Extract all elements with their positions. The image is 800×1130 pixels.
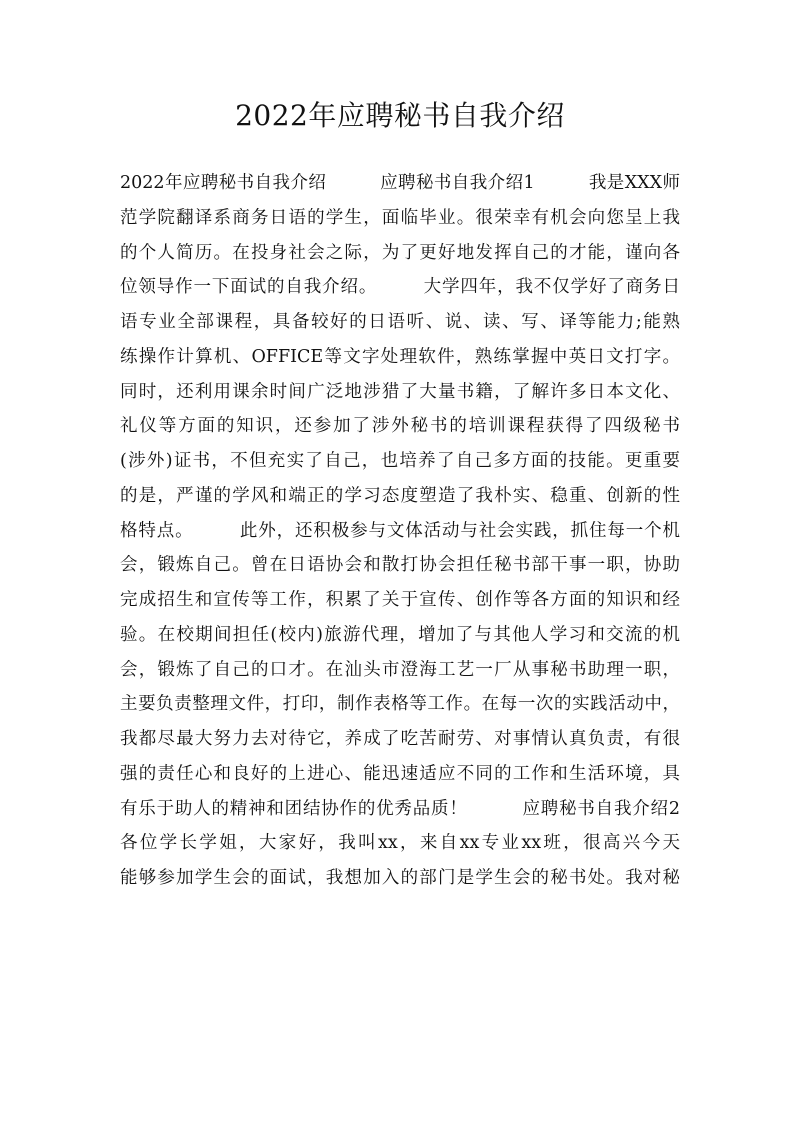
body-line: 能够参加学生会的面试，我想加入的部门是学生会的秘书处。我对秘 [120,868,680,888]
body-line: 我都尽最大努力去对待它，养成了吃苦耐劳、对事情认真负责，有很 [120,729,680,749]
body-line: 会，锻炼自己。曾在日语协会和散打协会担任秘书部干事一职，协助 [120,555,680,576]
body-line: 强的责任心和良好的上进心、能迅速适应不同的工作和生活环境，具 [120,763,680,784]
body-line: 格特点。 此外，还积极参与文体活动与社会实践，抓住每一个机 [120,520,680,541]
body-line: 礼仪等方面的知识，还参加了涉外秘书的培训课程获得了四级秘书 [120,416,680,437]
body-line: 的是，严谨的学风和端正的学习态度塑造了我朴实、稳重、创新的性 [120,485,680,506]
body-line: 有乐于助人的精神和团结协作的优秀品质！ 应聘秘书自我介绍2 [120,798,680,819]
document-body [120,166,680,896]
body-line: 同时，还利用课余时间广泛地涉猎了大量书籍，了解许多日本文化、 [120,381,680,402]
document-title: 2022年应聘秘书自我介绍 [235,99,565,132]
body-line: 练操作计算机、OFFICE等文字处理软件，熟练掌握中英日文打字。 [120,346,680,367]
body-line: (涉外)证书，不但充实了自己，也培养了自己多方面的技能。更重要 [120,451,680,471]
body-line: 语专业全部课程，具备较好的日语听、说、读、写、译等能力;能熟 [120,312,680,332]
body-line: 会，锻炼了自己的口才。在汕头市澄海工艺一厂从事秘书助理一职， [120,659,680,680]
body-line: 各位学长学姐，大家好，我叫xx，来自xx专业xx班，很高兴今天 [120,833,680,854]
body-line: 完成招生和宣传等工作，积累了关于宣传、创作等各方面的知识和经 [120,590,680,610]
body-line: 验。在校期间担任(校内)旅游代理，增加了与其他人学习和交流的机 [120,624,680,645]
body-line: 位领导作一下面试的自我介绍。 大学四年，我不仅学好了商务日 [120,277,680,298]
body-line: 范学院翻译系商务日语的学生，面临毕业。很荣幸有机会向您呈上我 [120,207,680,228]
body-line: 主要负责整理文件，打印，制作表格等工作。在每一次的实践活动中， [120,694,680,715]
body-line: 2022年应聘秘书自我介绍 应聘秘书自我介绍1 我是XXX师 [120,173,680,193]
body-line: 的个人简历。在投身社会之际，为了更好地发挥自己的才能，谨向各 [120,242,680,263]
